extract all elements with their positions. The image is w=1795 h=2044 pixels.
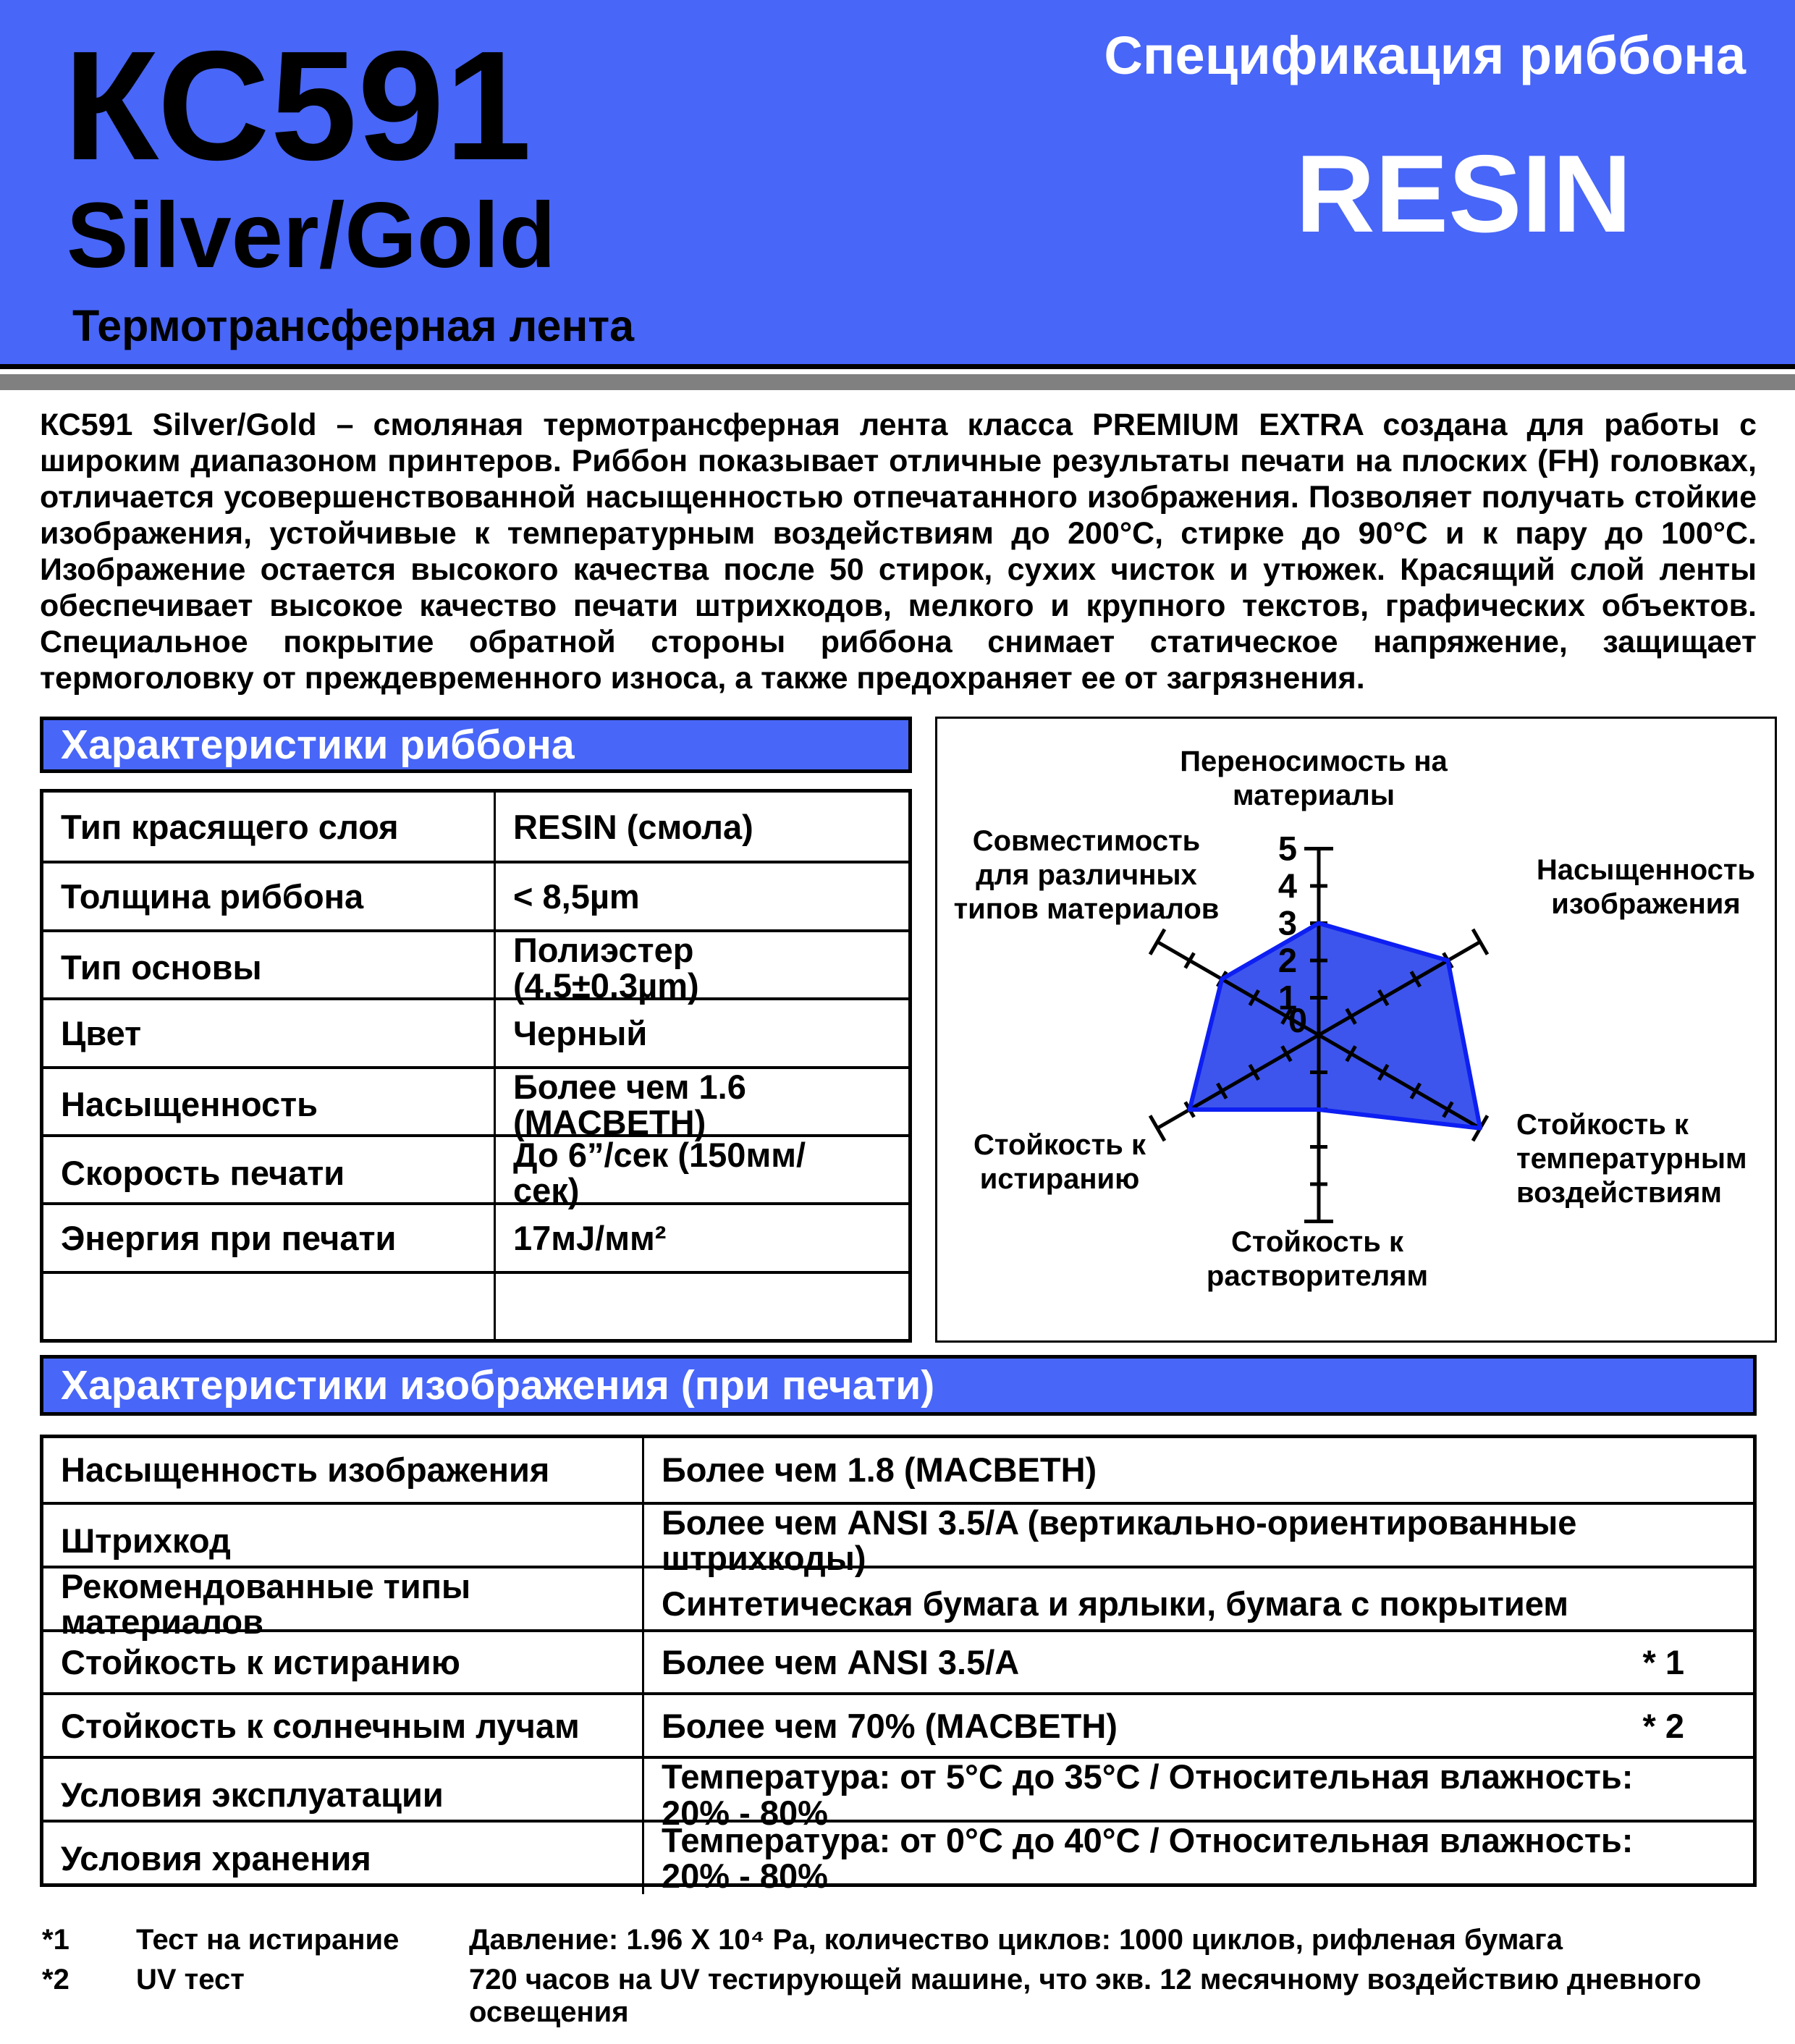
row-label: Стойкость к солнечным лучам bbox=[43, 1695, 644, 1756]
radar-axis-label-material-compatibility: Совместимость для различных типов материалов bbox=[953, 825, 1220, 925]
row-label: Скорость печати bbox=[43, 1137, 496, 1209]
row-value-wrap bbox=[644, 1695, 1753, 1756]
row-label: Рекомендованные типы материалов bbox=[43, 1568, 644, 1640]
table-row bbox=[43, 1692, 1753, 1756]
row-value-wrap bbox=[644, 1632, 1753, 1693]
table-row bbox=[43, 1502, 1753, 1578]
footnote-ref: * 1 bbox=[1642, 1642, 1684, 1681]
row-value: Черный bbox=[513, 1013, 648, 1052]
row-value-wrap bbox=[644, 1438, 1753, 1502]
ribbon-type-label: RESIN bbox=[1296, 132, 1632, 255]
image-characteristics-table bbox=[40, 1435, 1757, 1896]
row-value: Более чем ANSI 3.5/A bbox=[662, 1642, 1020, 1681]
spec-sheet-label: Спецификация риббона bbox=[1104, 25, 1746, 85]
row-label: Насыщенность изображения bbox=[43, 1438, 644, 1502]
footnote-name: UV тест bbox=[136, 1964, 245, 1996]
table-row bbox=[43, 929, 908, 1005]
row-value-wrap bbox=[644, 1823, 1753, 1894]
section-title-ribbon-characteristics: Характеристики риббона bbox=[40, 717, 912, 773]
table-row bbox=[43, 1134, 908, 1210]
product-variant-title: Silver/Gold bbox=[67, 184, 556, 287]
footnote-detail: 720 часов на UV тестирующей машине, что экв. 12 месячному воздействию дневного освещения bbox=[469, 1964, 1702, 2028]
row-value: 17мJ/мм² bbox=[513, 1218, 667, 1257]
table-row bbox=[43, 1066, 908, 1141]
row-value: Более чем 1.8 (MACBETH) bbox=[662, 1450, 1097, 1490]
footnotes-block bbox=[42, 1924, 1759, 2029]
product-model-title: КС591 bbox=[64, 18, 533, 193]
row-label: Энергия при печати bbox=[43, 1205, 496, 1270]
radar-axis-label-abrasion-resistance: Стойкость к истиранию bbox=[973, 1129, 1146, 1195]
row-value: RESIN (смола) bbox=[513, 807, 753, 846]
row-label: Условия хранения bbox=[43, 1823, 644, 1894]
row-label: Цвет bbox=[43, 1000, 496, 1065]
radar-axis-label-solvent-resistance: Стойкость к растворителям bbox=[1206, 1226, 1429, 1292]
row-label: Толщина риббона bbox=[43, 863, 496, 929]
row-value: Более чем 1.6 (MACBETH) bbox=[513, 1067, 746, 1141]
row-value bbox=[496, 1274, 908, 1339]
table-row bbox=[43, 1820, 1753, 1896]
row-value: Температура: от 5°С до 35°С / Относительная влажность: 20% - 80% bbox=[662, 1757, 1634, 1832]
header-banner bbox=[0, 0, 1795, 369]
row-label: Насыщенность bbox=[43, 1069, 496, 1141]
table-row-empty bbox=[43, 1271, 908, 1339]
svg-text:1: 1 bbox=[1277, 978, 1297, 1017]
footnote-ref: * 2 bbox=[1642, 1706, 1684, 1745]
row-label: Тип красящего слоя bbox=[43, 793, 496, 861]
row-value: Синтетическая бумага и ярлыки, бумага с покрытием bbox=[662, 1584, 1569, 1623]
table-row bbox=[43, 1566, 1753, 1642]
section-title-image-characteristics: Характеристики изображения (при печати) bbox=[40, 1355, 1757, 1416]
table-row bbox=[43, 1629, 1753, 1693]
footnote-ref: *1 bbox=[42, 1924, 69, 1956]
svg-text:3: 3 bbox=[1277, 903, 1297, 942]
footnote-row bbox=[42, 1964, 1759, 2029]
svg-text:2: 2 bbox=[1277, 941, 1297, 979]
ribbon-characteristics-table bbox=[40, 789, 912, 1343]
table-row bbox=[43, 861, 908, 929]
radar-axis-label-material-transfer: Переносимость на материалы bbox=[1180, 746, 1448, 811]
radar-axis-label-temperature-resistance: Стойкость к температурным воздействиям bbox=[1516, 1109, 1747, 1209]
table-row bbox=[43, 793, 908, 861]
footnote-ref: *2 bbox=[42, 1964, 69, 1996]
row-value: До 6”/сек (150мм/сек) bbox=[513, 1135, 806, 1210]
footnote-name: Тест на истирание bbox=[136, 1924, 400, 1956]
row-value: Полиэстер (4.5±0.3µm) bbox=[513, 930, 699, 1005]
row-label: Штрихкод bbox=[43, 1505, 644, 1576]
table-row bbox=[43, 1756, 1753, 1832]
row-label: Стойкость к истиранию bbox=[43, 1632, 644, 1693]
row-value: Температура: от 0°С до 40°С / Относительная влажность: 20% - 80% bbox=[662, 1821, 1634, 1896]
row-label: Тип основы bbox=[43, 932, 496, 1004]
table-row bbox=[43, 1202, 908, 1270]
table-row bbox=[43, 1438, 1753, 1502]
product-subtitle: Термотрансферная лента bbox=[72, 301, 635, 350]
svg-text:0: 0 bbox=[1288, 1001, 1307, 1039]
row-label bbox=[43, 1274, 496, 1339]
row-value: Более чем ANSI 3.5/A (вертикально-ориентированные штрихкоды) bbox=[662, 1503, 1577, 1578]
footnote-row bbox=[42, 1924, 1759, 1956]
header-divider-bar bbox=[0, 374, 1795, 390]
svg-text:4: 4 bbox=[1277, 866, 1297, 905]
row-value: < 8,5µm bbox=[513, 877, 640, 916]
svg-text:5: 5 bbox=[1277, 829, 1297, 868]
row-label: Условия эксплуатации bbox=[43, 1759, 644, 1830]
radar-chart-panel bbox=[935, 717, 1777, 1343]
radar-axis-label-image-density: Насыщенность изображения bbox=[1536, 854, 1756, 920]
row-value: Более чем 70% (MACBETH) bbox=[662, 1706, 1118, 1745]
footnote-detail: Давление: 1.96 X 10⁴ Pa, количество циклов: 1000 циклов, рифленая бумага bbox=[469, 1924, 1563, 1956]
product-description: КС591 Silver/Gold – смоляная термотрансферная лента класса PREMIUM EXTRA создана для работы с широким диапазоном принтеров. Риббон показывает отличные результаты печати на плоских (FH) головках, отличается усовершенствованной насыщенностью отпечатанного изображения. Позволяет получать стойкие изображения, устойчивые к температурным воздействиям до 200°С, стирке до 90°С и к пару до 100°С. Изображение остается высокого качества после 50 стирок, сухих чисток и утюжек. Красящий слой ленты обеспечивает высокое качество печати штрихкодов, мелкого и крупного текстов, графических объектов. Специальное покрытие обратной стороны риббона снимает статическое напряжение, защищает термоголовку от преждевременного износа, а также предохраняет ее от загрязнения. bbox=[40, 407, 1757, 696]
table-row bbox=[43, 997, 908, 1065]
